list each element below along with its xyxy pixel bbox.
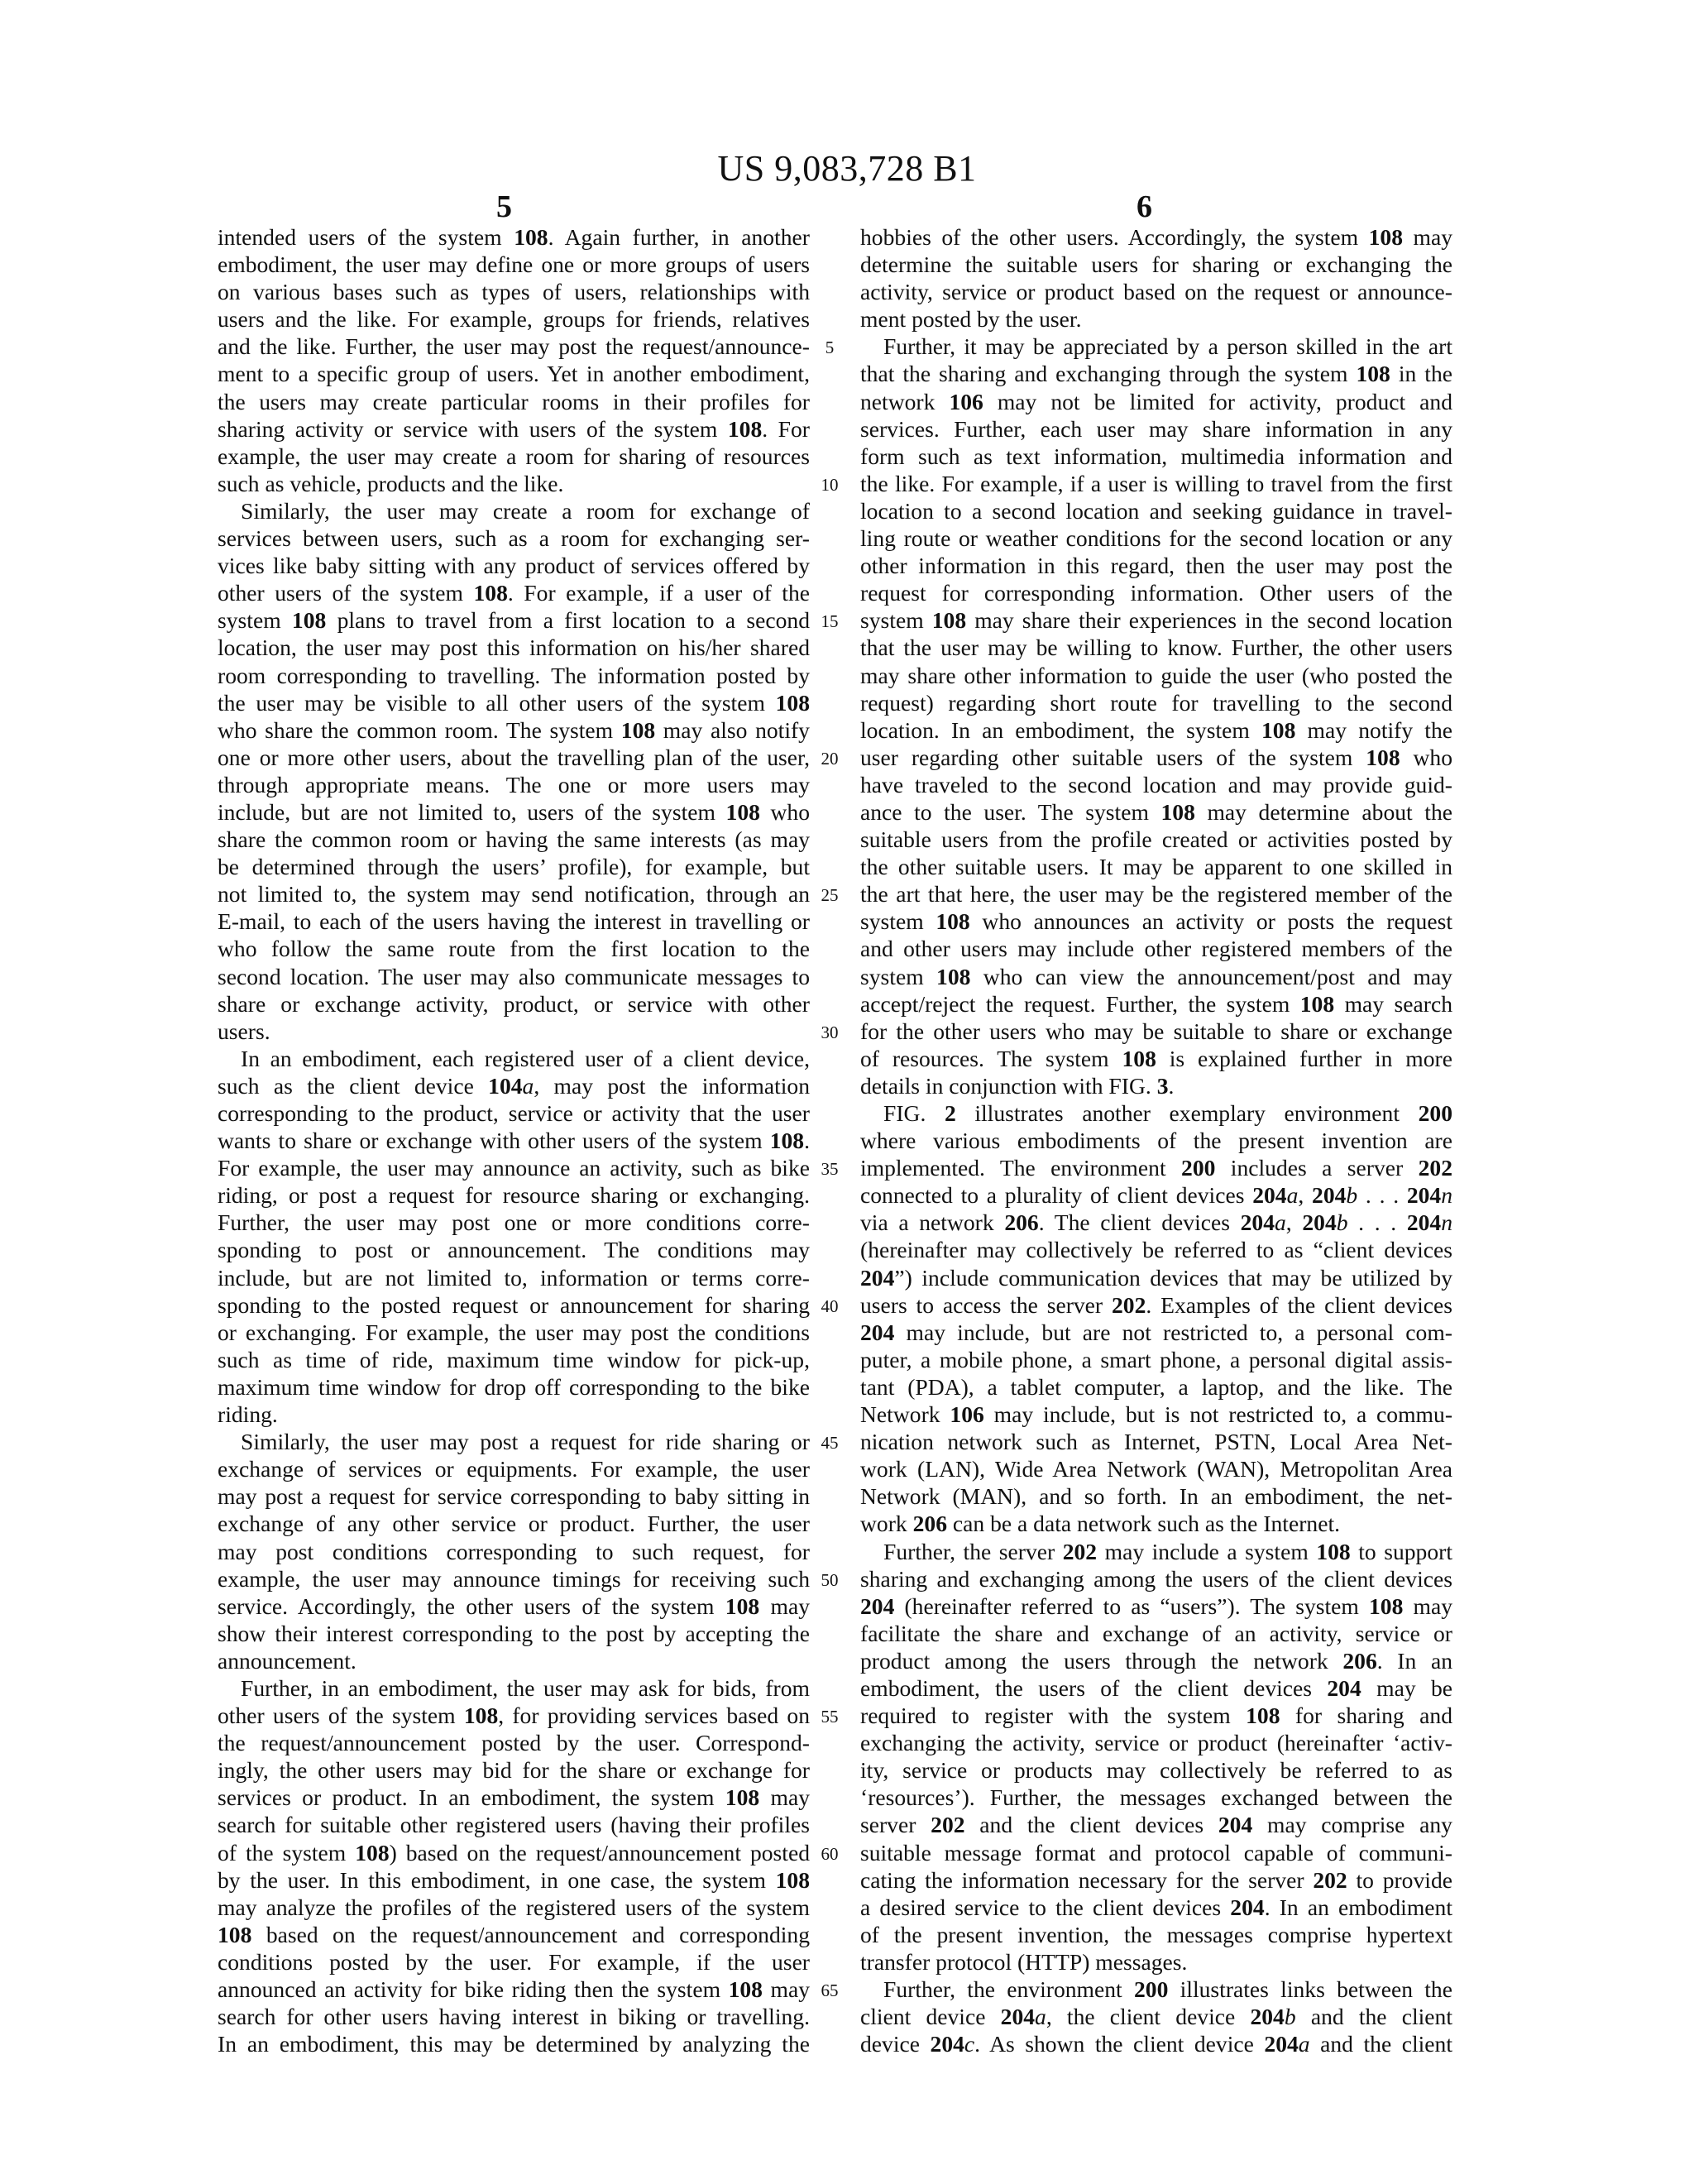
- left_column-line: or exchanging. For example, the user may post the conditions: [218, 1319, 810, 1345]
- left_column-line: ingly, the other users may bid for the share or exchange for: [218, 1757, 810, 1784]
- right_column-line: transfer protocol (HTTP) messages.: [860, 1948, 1188, 1975]
- left_column-line: wants to share or exchange with other users of the system 108.: [218, 1128, 810, 1154]
- left_column-line: include, but are not limited to, users of the system 108 who: [218, 798, 811, 825]
- left_column-line: maximum time window for drop off corresponding to the bike: [218, 1373, 810, 1400]
- right_column-line: network 106 may not be limited for activity, product and: [860, 388, 1453, 414]
- left_column-line: riding.: [218, 1401, 278, 1428]
- right_column-line: embodiment, the users of the client devices 204 may be: [860, 1674, 1452, 1701]
- right_column-line: Network (MAN), and so forth. In an embodiment, the net-: [860, 1483, 1452, 1510]
- right_column-line: sharing and exchanging among the users of the client devices: [860, 1565, 1452, 1592]
- right_column-line: for the other users who may be suitable to share or exchange: [860, 1018, 1452, 1044]
- left_column-line: sharing activity or service with users of the system 108. For: [218, 415, 810, 442]
- left_column-line: E-mail, to each of the users having the interest in travelling or: [218, 908, 810, 935]
- left_column-line: search for other users having interest in biking or travelling.: [218, 2004, 810, 2030]
- right_column-line: and other users may include other registered members of the: [860, 936, 1452, 962]
- left_column-line: on various bases such as types of users, relationships with: [218, 279, 810, 305]
- line-number: 30: [821, 1022, 839, 1042]
- right_column-line: puter, a mobile phone, a smart phone, a personal digital assis-: [860, 1346, 1452, 1372]
- left_column-line: other users of the system 108, for providing services based on: [218, 1703, 810, 1729]
- left_column-line: share the common room or having the same interests (as may: [218, 826, 810, 853]
- left_column-line: not limited to, the system may send notification, through an: [218, 881, 810, 908]
- right_column-line: Further, it may be appreciated by a person skilled in the art: [883, 333, 1452, 360]
- line-number: 55: [821, 1707, 839, 1727]
- left_column-line: exchange of services or equipments. For example, the user: [218, 1456, 810, 1482]
- right_column-line: required to register with the system 108 for sharing and: [860, 1703, 1452, 1729]
- patent-number: US 9,083,728 B1: [717, 148, 977, 189]
- left_column-line: show their interest corresponding to the post by accepting the: [218, 1620, 810, 1646]
- left_column-line: of the system 108) based on the request/announcement posted: [218, 1839, 810, 1866]
- right_column-line: accept/reject the request. Further, the system 108 may search: [860, 990, 1452, 1017]
- left_column-line: such as time of ride, maximum time window for pick-up,: [218, 1346, 810, 1372]
- right_column-line: Further, the environment 200 illustrates links between the: [883, 1976, 1452, 2002]
- left_column-line: by the user. In this embodiment, in one case, the system 108: [218, 1866, 810, 1893]
- left_column-line: example, the user may announce timings for receiving such: [218, 1565, 810, 1592]
- left_column-line: search for suitable other registered users (having their profiles: [218, 1812, 810, 1838]
- right_column-line: work 206 can be a data network such as the Internet.: [860, 1511, 1341, 1537]
- left_column-line: service. Accordingly, the other users of the system 108 may: [218, 1592, 811, 1619]
- left_column-line: second location. The user may also communicate messages to: [218, 963, 810, 989]
- right_column-line: tant (PDA), a tablet computer, a laptop, and the like. The: [860, 1373, 1452, 1400]
- left_column-line: may analyze the profiles of the registered users of the system: [218, 1894, 810, 1920]
- right_column-line: location to a second location and seeking guidance in travel-: [860, 497, 1452, 524]
- right_column-line: details in conjunction with FIG. 3.: [860, 1072, 1175, 1099]
- right_column-line: implemented. The environment 200 includes a server 202: [860, 1155, 1452, 1181]
- right_column-line: via a network 206. The client devices 204a, 204b . . . 204n: [860, 1209, 1452, 1236]
- line-number: 40: [821, 1296, 839, 1316]
- left_column-line: Similarly, the user may post a request for ride sharing or: [241, 1429, 810, 1455]
- left_column-line: be determined through the users’ profile), for example, but: [218, 854, 810, 880]
- left_column-line: the user may be visible to all other users of the system 108: [218, 689, 810, 716]
- left_column-line: services between users, such as a room for exchanging ser-: [218, 525, 810, 552]
- line-number: 20: [821, 748, 839, 769]
- line-number: 65: [821, 1980, 839, 2001]
- right_column-line: the art that here, the user may be the registered member of the: [860, 881, 1452, 908]
- right_column-line: the other suitable users. It may be apparent to one skilled in: [860, 854, 1452, 880]
- left_column-line: example, the user may create a room for sharing of resources: [218, 443, 810, 469]
- right_column-line: device 204c. As shown the client device 204a and the client: [860, 2031, 1452, 2057]
- left_column-line: conditions posted by the user. For example, if the user: [218, 1948, 810, 1975]
- left_column-line: include, but are not limited to, information or terms corre-: [218, 1264, 810, 1291]
- right_column-line: determine the suitable users for sharing or exchanging the: [860, 251, 1452, 278]
- left_column-line: sponding to post or announcement. The conditions may: [218, 1237, 810, 1263]
- left_column-line: who share the common room. The system 108 may also notify: [218, 716, 810, 743]
- right_column-line: cating the information necessary for the server 202 to provide: [860, 1866, 1452, 1893]
- left_column-line: announcement.: [218, 1647, 357, 1674]
- right_column-line: FIG. 2 illustrates another exemplary environment 200: [883, 1100, 1452, 1126]
- right_column-line: of resources. The system 108 is explained further in more: [860, 1045, 1452, 1071]
- line-number: 5: [825, 338, 835, 358]
- left_column-line: For example, the user may announce an activity, such as bike: [218, 1155, 810, 1181]
- left-text-column: [218, 223, 810, 2057]
- right_column-line: of the present invention, the messages comprise hypertext: [860, 1921, 1452, 1947]
- line-number: 45: [821, 1433, 839, 1454]
- right_column-line: may share other information to guide the user (who posted the: [860, 662, 1452, 688]
- right_column-line: (hereinafter may collectively be referred to as “client devices: [860, 1237, 1452, 1263]
- right_column-line: form such as text information, multimedia information and: [860, 443, 1452, 469]
- right_column-line: suitable message format and protocol capable of communi-: [860, 1839, 1452, 1866]
- right_column-line: hobbies of the other users. Accordingly, the system 108 may: [860, 224, 1453, 250]
- right_column-line: system 108 may share their experiences in the second location: [860, 607, 1452, 634]
- right_column-line: exchanging the activity, service or product (hereinafter ‘activ-: [860, 1730, 1452, 1756]
- right_column-line: system 108 who can view the announcement/post and may: [860, 963, 1452, 989]
- right_column-line: that the user may be willing to know. Further, the other users: [860, 635, 1452, 661]
- left_column-line: sponding to the posted request or announcement for sharing: [218, 1291, 810, 1318]
- right_column-line: request for corresponding information. Other users of the: [860, 580, 1452, 606]
- right_column-line: ity, service or products may collectively be referred to as: [860, 1757, 1452, 1784]
- right_column-line: server 202 and the client devices 204 may comprise any: [860, 1812, 1452, 1838]
- left_column-line: through appropriate means. The one or more users may: [218, 771, 810, 797]
- right_column-line: location. In an embodiment, the system 108 may notify the: [860, 716, 1453, 743]
- right_column-line: work (LAN), Wide Area Network (WAN), Metropolitan Area: [860, 1456, 1452, 1482]
- left_column-line: may post a request for service corresponding to baby sitting in: [218, 1483, 810, 1510]
- right_column-line: user regarding other suitable users of the system 108 who: [860, 744, 1452, 770]
- left_column-line: may post conditions corresponding to such request, for: [218, 1538, 810, 1564]
- left_column-line: such as the client device 104a, may post the information: [218, 1072, 810, 1099]
- right_column-line: services. Further, each user may share information in any: [860, 415, 1452, 442]
- line-number: 10: [821, 474, 839, 495]
- left_column-line: In an embodiment, this may be determined by analyzing the: [218, 2031, 810, 2057]
- left_column-line: exchange of any other service or product. Further, the user: [218, 1511, 810, 1537]
- right_column-line: 204”) include communication devices that may be utilized by: [860, 1264, 1452, 1291]
- left_column-line: embodiment, the user may define one or more groups of users: [218, 251, 810, 278]
- right_column-line: 204 (hereinafter referred to as “users”). The system 108 may: [860, 1592, 1453, 1619]
- left_column-line: and the like. Further, the user may post the request/announce-: [218, 333, 810, 360]
- right_column-line: suitable users from the profile created or activities posted by: [860, 826, 1452, 853]
- right_column-line: where various embodiments of the present invention are: [860, 1128, 1452, 1154]
- right_column-line: ‘resources’). Further, the messages exchanged between the: [860, 1784, 1452, 1811]
- left_column-line: share or exchange activity, product, or service with other: [218, 990, 810, 1017]
- left_column-line: users and the like. For example, groups for friends, relatives: [218, 306, 810, 333]
- left_column-line: one or more other users, about the travelling plan of the user,: [218, 744, 810, 770]
- right-text-column: [860, 223, 1452, 2057]
- line-number: 25: [821, 885, 839, 906]
- line-number: 35: [821, 1159, 839, 1180]
- column-number-left: 5: [496, 189, 512, 224]
- right_column-line: client device 204a, the client device 204b and the client: [860, 2004, 1453, 2030]
- left_column-line: In an embodiment, each registered user of a client device,: [241, 1045, 810, 1071]
- right_column-line: that the sharing and exchanging through the system 108 in the: [860, 361, 1452, 387]
- column-number-right: 6: [1137, 189, 1152, 224]
- left_column-line: the users may create particular rooms in their profiles for: [218, 388, 810, 414]
- left_column-line: users.: [218, 1018, 270, 1044]
- right_column-line: users to access the server 202. Examples of the client devices: [860, 1291, 1452, 1318]
- right_column-line: nication network such as Internet, PSTN, Local Area Net-: [860, 1429, 1452, 1455]
- right_column-line: have traveled to the second location and may provide guid-: [860, 771, 1452, 797]
- right_column-line: ling route or weather conditions for the second location or any: [860, 525, 1452, 552]
- right_column-line: the like. For example, if a user is willing to travel from the first: [860, 470, 1452, 496]
- right_column-line: request) regarding short route for travelling to the second: [860, 689, 1452, 716]
- left_column-line: intended users of the system 108. Again further, in another: [218, 224, 810, 250]
- left_column-line: other users of the system 108. For example, if a user of the: [218, 580, 811, 606]
- left_column-line: Similarly, the user may create a room for exchange of: [241, 497, 810, 524]
- right_column-line: connected to a plurality of client devices 204a, 204b . . . 204n: [860, 1182, 1453, 1209]
- left_column-line: riding, or post a request for resource sharing or exchanging.: [218, 1182, 810, 1209]
- left_column-line: 108 based on the request/announcement and corresponding: [218, 1921, 810, 1947]
- left_column-line: the request/announcement posted by the user. Correspond-: [218, 1730, 810, 1756]
- left_column-line: location, the user may post this information on his/her shared: [218, 635, 810, 661]
- right_column-line: other information in this regard, then the user may post the: [860, 553, 1452, 579]
- left_column-line: ment to a specific group of users. Yet in another embodiment,: [218, 361, 810, 387]
- left_column-line: announced an activity for bike riding then the system 108 may: [218, 1976, 811, 2002]
- right_column-line: Further, the server 202 may include a system 108 to support: [883, 1538, 1452, 1564]
- line-number: 60: [821, 1843, 839, 1864]
- right_column-line: a desired service to the client devices 204. In an embodiment: [860, 1894, 1452, 1920]
- left_column-line: such as vehicle, products and the like.: [218, 470, 564, 496]
- left_column-line: Further, in an embodiment, the user may ask for bids, from: [241, 1674, 810, 1701]
- left_column-line: room corresponding to travelling. The information posted by: [218, 662, 810, 688]
- left_column-line: vices like baby sitting with any product of services offered by: [218, 553, 810, 579]
- right_column-line: product among the users through the network 206. In an: [860, 1647, 1452, 1674]
- right_column-line: 204 may include, but are not restricted to, a personal com-: [860, 1319, 1452, 1345]
- line-number: 15: [821, 611, 839, 632]
- right_column-line: facilitate the share and exchange of an activity, service or: [860, 1620, 1452, 1646]
- left_column-line: system 108 plans to travel from a first location to a second: [218, 607, 810, 634]
- line-number: 50: [821, 1569, 839, 1590]
- right_column-line: activity, service or product based on the request or announce-: [860, 279, 1452, 305]
- right_column-line: ance to the user. The system 108 may determine about the: [860, 798, 1452, 825]
- right_column-line: ment posted by the user.: [860, 306, 1082, 333]
- left_column-line: services or product. In an embodiment, the system 108 may: [218, 1784, 811, 1811]
- left_column-line: Further, the user may post one or more conditions corre-: [218, 1209, 810, 1236]
- left_column-line: who follow the same route from the first location to the: [218, 936, 810, 962]
- right_column-line: system 108 who announces an activity or posts the request: [860, 908, 1452, 935]
- left_column-line: corresponding to the product, service or activity that the user: [218, 1100, 810, 1126]
- right_column-line: Network 106 may include, but is not restricted to, a commu-: [860, 1401, 1453, 1428]
